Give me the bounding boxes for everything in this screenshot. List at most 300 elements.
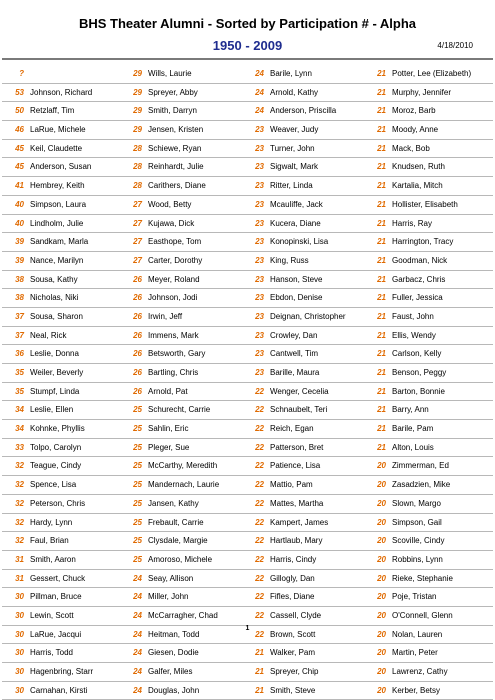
participation-count: 20 — [377, 685, 386, 695]
participation-count: 24 — [255, 106, 264, 116]
alumni-name: Jansen, Kathy — [148, 498, 199, 508]
table-row — [2, 495, 493, 514]
table-row — [2, 439, 493, 458]
participation-count: 22 — [255, 573, 264, 583]
alumni-name: Jensen, Kristen — [148, 125, 204, 135]
alumni-name: Ellis, Wendy — [392, 330, 436, 340]
alumni-name: Simpson, Gail — [392, 517, 442, 527]
participation-count: 22 — [255, 480, 264, 490]
participation-count: 30 — [15, 648, 24, 658]
table-row — [2, 570, 493, 589]
participation-count: 29 — [133, 69, 142, 78]
table-row — [2, 158, 493, 177]
alumni-name: Reich, Egan — [270, 424, 314, 434]
alumni-name: Keil, Claudette — [30, 143, 83, 153]
participation-count: 46 — [15, 125, 24, 135]
participation-count: 20 — [377, 610, 386, 620]
participation-count: 21 — [377, 87, 386, 97]
alumni-name: Anderson, Priscilla — [270, 106, 337, 116]
alumni-name: Gillogly, Dan — [270, 573, 315, 583]
alumni-name: Ebdon, Denise — [270, 293, 323, 303]
alumni-name: Kartalia, Mitch — [392, 181, 443, 191]
participation-count: 39 — [15, 255, 24, 265]
participation-count: 20 — [377, 517, 386, 527]
alumni-name: O'Connell, Glenn — [392, 610, 453, 620]
participation-count: 20 — [377, 498, 386, 508]
participation-count: 23 — [255, 218, 264, 228]
alumni-name: Spence, Lisa — [30, 480, 77, 490]
participation-count: 23 — [255, 143, 264, 153]
alumni-name: Wood, Betty — [148, 199, 192, 209]
alumni-name: Tolpo, Carolyn — [30, 442, 82, 452]
alumni-name: Carnahan, Kirsti — [30, 685, 88, 695]
alumni-name: Nance, Marilyn — [30, 255, 84, 265]
alumni-name: Murphy, Jennifer — [392, 87, 451, 97]
alumni-name: Crowley, Dan — [270, 330, 318, 340]
header-divider — [2, 58, 493, 60]
participation-count: 22 — [255, 536, 264, 546]
participation-count: 25 — [133, 480, 142, 490]
alumni-name: Cassell, Clyde — [270, 610, 322, 620]
participation-count: 35 — [15, 386, 24, 396]
alumni-name: Schiewe, Ryan — [148, 143, 202, 153]
participation-count: 22 — [255, 629, 264, 639]
participation-count: 27 — [133, 218, 142, 228]
alumni-name: Smith, Aaron — [30, 554, 76, 564]
participation-count: 23 — [255, 162, 264, 172]
alumni-name: Gessert, Chuck — [30, 573, 86, 583]
alumni-name: Hagenbring, Starr — [30, 667, 94, 676]
participation-count: 22 — [255, 517, 264, 527]
table-row — [2, 532, 493, 551]
participation-count: 26 — [133, 274, 142, 284]
participation-count: 20 — [377, 629, 386, 639]
alumni-name: Walker, Pam — [270, 648, 316, 658]
alumni-name: McCarthy, Meredith — [148, 461, 218, 471]
alumni-name: Patience, Lisa — [270, 461, 321, 471]
participation-count: 39 — [15, 237, 24, 247]
alumni-name: Carithers, Diane — [148, 181, 206, 191]
report-date: 4/18/2010 — [437, 41, 473, 50]
participation-count: 26 — [133, 349, 142, 359]
table-row — [2, 271, 493, 290]
participation-count: 27 — [133, 199, 142, 209]
participation-count: 21 — [377, 181, 386, 191]
participation-count: 23 — [255, 330, 264, 340]
participation-count: 32 — [15, 517, 24, 527]
participation-count: 28 — [133, 143, 142, 153]
participation-count: 21 — [377, 311, 386, 321]
alumni-name: Hardy, Lynn — [30, 517, 73, 527]
alumni-name: Mack, Bob — [392, 143, 430, 153]
alumni-name: Cantwell, Tim — [270, 349, 319, 359]
alumni-name: Neal, Rick — [30, 330, 67, 340]
alumni-name: Fifles, Diane — [270, 592, 315, 602]
participation-count: 21 — [377, 424, 386, 434]
alumni-name: Hartlaub, Mary — [270, 536, 323, 546]
table-row — [2, 476, 493, 495]
participation-count: 25 — [133, 424, 142, 434]
participation-count: 26 — [133, 293, 142, 303]
alumni-name: Weaver, Judy — [270, 125, 319, 135]
participation-count: 20 — [377, 461, 386, 471]
participation-count: 23 — [255, 255, 264, 265]
alumni-name: Faust, John — [392, 311, 434, 321]
table-row — [2, 177, 493, 196]
participation-count: 31 — [15, 573, 24, 583]
alumni-name: Betsworth, Gary — [148, 349, 206, 359]
alumni-name: Lewin, Scott — [30, 610, 74, 620]
table-row — [2, 401, 493, 420]
participation-count: 21 — [377, 274, 386, 284]
participation-count: 31 — [15, 554, 24, 564]
alumni-name: Barile, Lynn — [270, 69, 312, 78]
alumni-name: LaRue, Jacqui — [30, 629, 82, 639]
participation-count: 35 — [15, 368, 24, 377]
participation-count: 21 — [377, 349, 386, 359]
table-row — [2, 607, 493, 626]
alumni-name: Kampert, James — [270, 517, 329, 527]
alumni-name: Sahlin, Eric — [148, 424, 189, 434]
table-row — [2, 663, 493, 682]
alumni-name: Giesen, Dodie — [148, 648, 199, 658]
alumni-name: Johnson, Richard — [30, 87, 93, 97]
alumni-name: Simpson, Laura — [30, 199, 87, 209]
alumni-name: Arnold, Pat — [148, 386, 188, 396]
alumni-name: King, Russ — [270, 255, 309, 265]
table-row — [2, 420, 493, 439]
alumni-name: LaRue, Michele — [30, 125, 86, 135]
alumni-name: Meyer, Roland — [148, 274, 200, 284]
table-row — [2, 196, 493, 215]
participation-count: 25 — [133, 461, 142, 471]
alumni-name: Kerber, Betsy — [392, 685, 441, 695]
participation-count: 26 — [133, 311, 142, 321]
alumni-name: Pillman, Bruce — [30, 592, 82, 602]
participation-count: 37 — [15, 330, 24, 340]
alumni-name: Moroz, Barb — [392, 106, 436, 116]
alumni-name: Faul, Brian — [30, 536, 69, 546]
table-row — [2, 84, 493, 103]
alumni-name: Smith, Darryn — [148, 106, 197, 116]
table-row — [2, 364, 493, 383]
participation-count: 22 — [255, 610, 264, 620]
participation-count: 21 — [377, 69, 386, 78]
page-title: BHS Theater Alumni - Sorted by Participation # - Alpha — [78, 16, 417, 31]
alumni-name: Anderson, Susan — [30, 162, 92, 172]
table-row — [2, 514, 493, 533]
participation-count: 20 — [377, 554, 386, 564]
alumni-name: Arnold, Kathy — [270, 87, 319, 97]
alumni-name: Martin, Peter — [392, 648, 438, 658]
alumni-name: Nolan, Lauren — [392, 629, 443, 639]
participation-count: 32 — [15, 480, 24, 490]
table-row — [2, 551, 493, 570]
alumni-name: Moody, Anne — [392, 125, 439, 135]
alumni-name: Zimmerman, Ed — [392, 461, 449, 471]
participation-count: 23 — [255, 349, 264, 359]
alumni-name: Garbacz, Chris — [392, 274, 446, 284]
alumni-name: Retzlaff, Tim — [30, 106, 75, 116]
alumni-name: Fuller, Jessica — [392, 293, 443, 303]
participation-count: 23 — [255, 237, 264, 247]
participation-count: 30 — [15, 610, 24, 620]
alumni-name: Easthope, Tom — [148, 237, 202, 247]
participation-count: 20 — [377, 592, 386, 602]
table-row — [2, 457, 493, 476]
alumni-name: Mattes, Martha — [270, 498, 324, 508]
participation-count: 25 — [133, 498, 142, 508]
alumni-name: Kucera, Diane — [270, 218, 321, 228]
participation-count: 21 — [377, 442, 386, 452]
alumni-name: Rieke, Stephanie — [392, 573, 453, 583]
participation-count: 23 — [255, 125, 264, 135]
participation-count: 21 — [377, 386, 386, 396]
participation-count: 28 — [133, 162, 142, 172]
alumni-name: Sandkam, Marla — [30, 237, 89, 247]
table-row — [2, 308, 493, 327]
alumni-name: Wills, Laurie — [148, 69, 192, 78]
participation-count: 34 — [15, 405, 24, 415]
participation-count: 24 — [133, 667, 142, 676]
alumni-name: Leslie, Donna — [30, 349, 79, 359]
table-row — [2, 140, 493, 159]
participation-count: 28 — [133, 181, 142, 191]
participation-count: 23 — [255, 293, 264, 303]
participation-count: 25 — [133, 554, 142, 564]
participation-count: 21 — [377, 106, 386, 116]
alumni-name: Harris, Cindy — [270, 554, 317, 564]
alumni-name: Irwin, Jeff — [148, 311, 183, 321]
alumni-name: Hembrey, Keith — [30, 181, 85, 191]
participation-count: 22 — [255, 461, 264, 471]
participation-count: 22 — [255, 592, 264, 602]
alumni-name: Hanson, Steve — [270, 274, 323, 284]
participation-count: 22 — [255, 424, 264, 434]
table-row — [2, 252, 493, 271]
participation-count: 29 — [133, 106, 142, 116]
alumni-table — [2, 65, 493, 700]
alumni-name: Harrington, Tracy — [392, 237, 454, 247]
participation-count: 53 — [15, 87, 24, 97]
participation-count: 27 — [133, 255, 142, 265]
alumni-name: Robbins, Lynn — [392, 554, 443, 564]
participation-count: 24 — [255, 69, 264, 78]
participation-count: 24 — [255, 87, 264, 97]
alumni-name: Kujawa, Dick — [148, 218, 195, 228]
participation-count: 26 — [133, 386, 142, 396]
participation-count: 50 — [15, 106, 24, 116]
participation-count: 41 — [15, 181, 24, 191]
alumni-name: Mcauliffe, Jack — [270, 199, 323, 209]
alumni-name: Poje, Tristan — [392, 592, 437, 602]
alumni-name: Heitman, Todd — [148, 629, 200, 639]
alumni-name: Barille, Maura — [270, 368, 320, 377]
participation-count: 21 — [377, 199, 386, 209]
table-row — [2, 327, 493, 346]
participation-count: 29 — [133, 125, 142, 135]
participation-count: 22 — [255, 498, 264, 508]
participation-count: 25 — [133, 442, 142, 452]
participation-count: 26 — [133, 368, 142, 377]
alumni-name: Sousa, Sharon — [30, 311, 83, 321]
participation-count: 21 — [255, 667, 264, 676]
alumni-name: Johnson, Jodi — [148, 293, 198, 303]
alumni-name: Barton, Bonnie — [392, 386, 445, 396]
participation-count: 29 — [133, 87, 142, 97]
alumni-name: Reinhardt, Julie — [148, 162, 204, 172]
alumni-name: Peterson, Chris — [30, 498, 86, 508]
participation-count: 20 — [377, 667, 386, 676]
participation-count: 25 — [133, 517, 142, 527]
participation-count: 38 — [15, 293, 24, 303]
participation-count: 25 — [133, 405, 142, 415]
table-row — [2, 383, 493, 402]
table-row — [2, 289, 493, 308]
participation-count: 24 — [133, 629, 142, 639]
alumni-name: Knudsen, Ruth — [392, 162, 445, 172]
participation-count: 30 — [15, 685, 24, 695]
participation-count: 38 — [15, 274, 24, 284]
participation-count: 24 — [133, 573, 142, 583]
alumni-name: Douglas, John — [148, 685, 200, 695]
participation-count: 24 — [133, 592, 142, 602]
alumni-name: Bartling, Chris — [148, 368, 199, 377]
alumni-name: Nicholas, Niki — [30, 293, 79, 303]
participation-count: 30 — [15, 629, 24, 639]
alumni-name: Schurecht, Carrie — [148, 405, 211, 415]
alumni-name: Benson, Peggy — [392, 368, 447, 377]
alumni-name: Zasadzien, Mike — [392, 480, 451, 490]
participation-count: 22 — [255, 554, 264, 564]
participation-count: 22 — [255, 405, 264, 415]
participation-count: ? — [19, 69, 24, 78]
alumni-name: Miller, John — [148, 592, 189, 602]
alumni-name: Stumpf, Linda — [30, 386, 80, 396]
participation-count: 23 — [255, 199, 264, 209]
participation-count: 45 — [15, 162, 24, 172]
participation-count: 21 — [377, 293, 386, 303]
participation-count: 25 — [133, 536, 142, 546]
alumni-name: Mandernach, Laurie — [148, 480, 220, 490]
alumni-name: Lawrenz, Cathy — [392, 667, 448, 676]
table-row — [2, 644, 493, 663]
table-row — [2, 65, 493, 84]
alumni-name: Immens, Mark — [148, 330, 199, 340]
alumni-name: Lindholm, Julie — [30, 218, 84, 228]
table-row — [2, 682, 493, 700]
alumni-name: Teague, Cindy — [30, 461, 82, 471]
participation-count: 24 — [133, 648, 142, 658]
participation-count: 20 — [377, 536, 386, 546]
alumni-name: Wenger, Cecelia — [270, 386, 329, 396]
alumni-name: Leslie, Ellen — [30, 405, 74, 415]
alumni-name: Alton, Louis — [392, 442, 434, 452]
alumni-name: Barile, Pam — [392, 424, 434, 434]
participation-count: 20 — [377, 648, 386, 658]
participation-count: 20 — [377, 573, 386, 583]
alumni-name: Amoroso, Michele — [148, 554, 213, 564]
participation-count: 21 — [255, 648, 264, 658]
participation-count: 23 — [255, 311, 264, 321]
participation-count: 22 — [255, 442, 264, 452]
participation-count: 40 — [15, 218, 24, 228]
participation-count: 21 — [377, 237, 386, 247]
alumni-name: Spreyer, Chip — [270, 667, 319, 676]
participation-count: 27 — [133, 237, 142, 247]
participation-count: 20 — [377, 480, 386, 490]
alumni-name: Mattio, Pam — [270, 480, 313, 490]
alumni-name: Pleger, Sue — [148, 442, 190, 452]
alumni-name: Hollister, Elisabeth — [392, 199, 458, 209]
year-range: 1950 - 2009 — [212, 38, 283, 53]
participation-count: 34 — [15, 424, 24, 434]
alumni-name: Galfer, Miles — [148, 667, 193, 676]
table-row — [2, 233, 493, 252]
participation-count: 32 — [15, 461, 24, 471]
participation-count: 21 — [377, 368, 386, 377]
participation-count: 21 — [377, 218, 386, 228]
alumni-name: Slown, Margo — [392, 498, 441, 508]
alumni-name: Goodman, Nick — [392, 255, 448, 265]
alumni-name: Clysdale, Margie — [148, 536, 208, 546]
participation-count: 23 — [255, 181, 264, 191]
participation-count: 40 — [15, 199, 24, 209]
table-row — [2, 121, 493, 140]
participation-count: 21 — [255, 685, 264, 695]
alumni-name: Turner, John — [270, 143, 315, 153]
alumni-name: Weiler, Beverly — [30, 368, 84, 377]
participation-count: 21 — [377, 125, 386, 135]
alumni-name: Spreyer, Abby — [148, 87, 198, 97]
table-row — [2, 215, 493, 234]
participation-count: 30 — [15, 667, 24, 676]
table-row — [2, 588, 493, 607]
participation-count: 32 — [15, 498, 24, 508]
participation-count: 33 — [15, 442, 24, 452]
alumni-name: Barry, Ann — [392, 405, 429, 415]
alumni-name: Potter, Lee (Elizabeth) — [392, 69, 472, 78]
alumni-name: Deignan, Christopher — [270, 311, 346, 321]
table-row — [2, 102, 493, 121]
alumni-name: McCarragher, Chad — [148, 610, 218, 620]
participation-count: 32 — [15, 536, 24, 546]
participation-count: 24 — [133, 685, 142, 695]
table-row — [2, 345, 493, 364]
participation-count: 36 — [15, 349, 24, 359]
alumni-name: Smith, Steve — [270, 685, 316, 695]
participation-count: 45 — [15, 143, 24, 153]
alumni-name: Schnaubelt, Teri — [270, 405, 328, 415]
participation-count: 22 — [255, 386, 264, 396]
alumni-name: Ritter, Linda — [270, 181, 313, 191]
alumni-name: Scoville, Cindy — [392, 536, 445, 546]
participation-count: 21 — [377, 405, 386, 415]
participation-count: 21 — [377, 162, 386, 172]
participation-count: 21 — [377, 255, 386, 265]
alumni-name: Sousa, Kathy — [30, 274, 78, 284]
alumni-name: Harris, Ray — [392, 218, 433, 228]
participation-count: 26 — [133, 330, 142, 340]
participation-count: 23 — [255, 274, 264, 284]
participation-count: 24 — [133, 610, 142, 620]
alumni-name: Carter, Dorothy — [148, 255, 203, 265]
alumni-name: Sigwalt, Mark — [270, 162, 319, 172]
alumni-name: Kohnke, Phyllis — [30, 424, 85, 434]
participation-count: 23 — [255, 368, 264, 377]
alumni-name: Brown, Scott — [270, 629, 316, 639]
page-number: 1 — [245, 625, 250, 632]
